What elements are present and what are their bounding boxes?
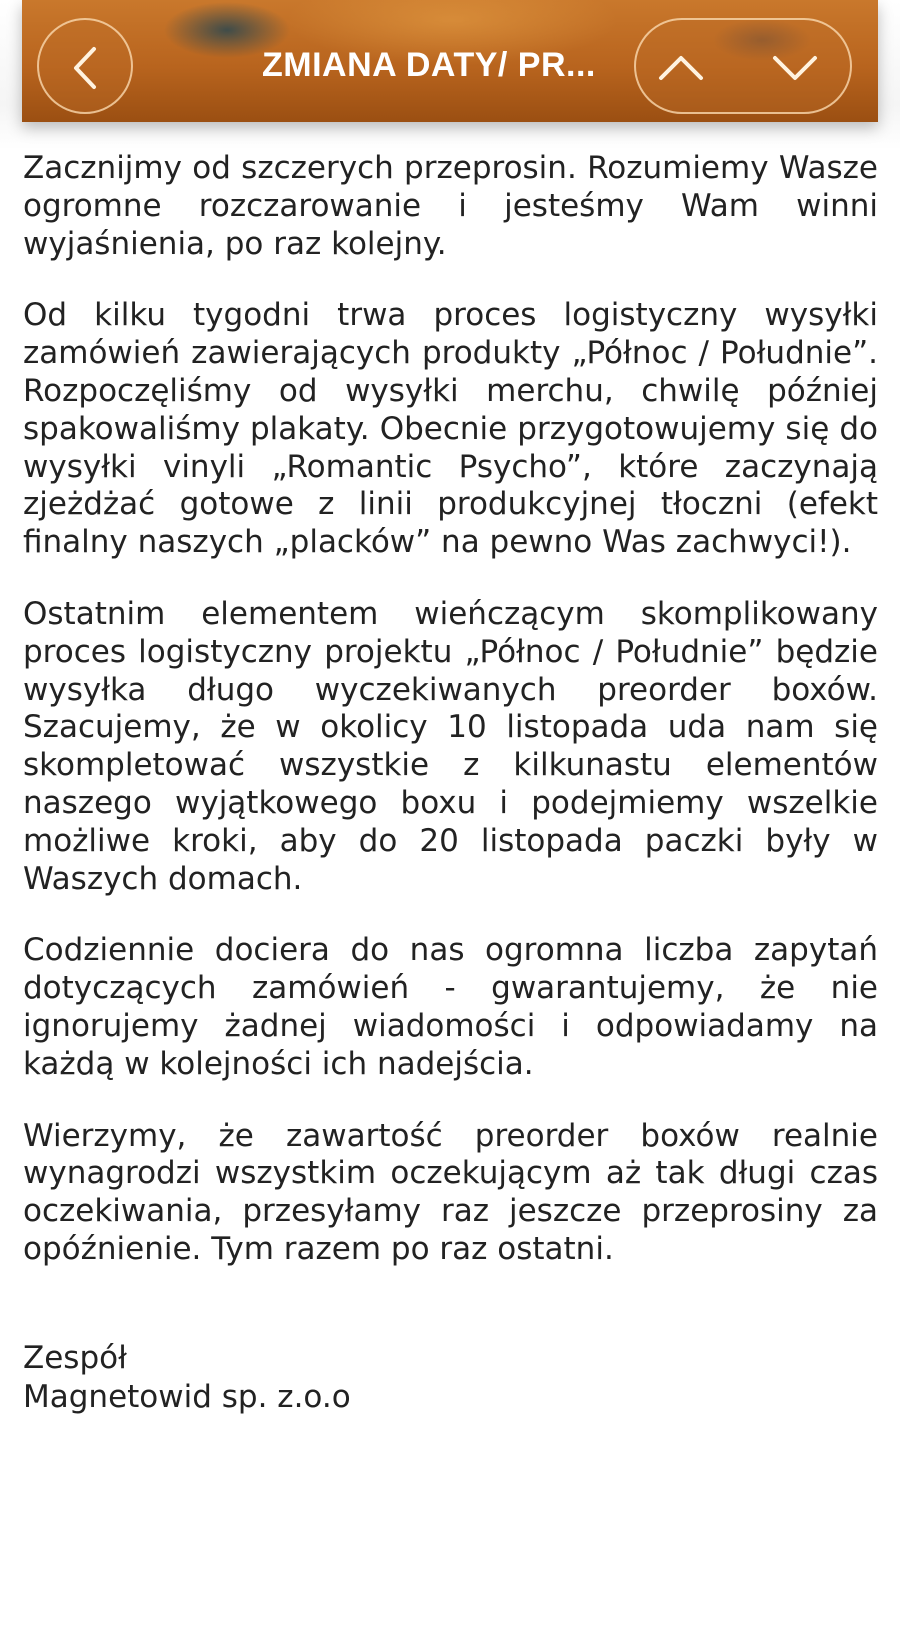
chevron-down-icon [770,42,820,92]
header-bar [0,0,900,150]
header-banner [22,0,878,122]
signature-team: Zespół [23,1339,127,1376]
paragraph-closing: Wierzymy, że zawartość preorder boxów realnie wynagrodzi wszystkim oczekującym aż tak długi czas oczekiwania, przesyłamy raz jeszcze przeprosiny za opóźnienie. Tym razem po raz ostatni. [23,1117,878,1267]
signature-company: Magnetowid sp. z.o.o [23,1378,351,1415]
previous-button[interactable] [656,42,706,92]
paragraph-inquiries: Codziennie dociera do nas ogromna liczba zapytań dotyczących zamówień - gwarantujemy, że nie ignorujemy żadnej wiadomości i odpowiadamy na każdą w kolejności ich nadejścia. [23,932,878,1082]
navigation-pill [634,18,852,114]
chevron-left-icon [66,43,106,93]
paragraph-apology: Zacznijmy od szczerych przeprosin. Rozumiemy Wasze ogromne rozczarowanie i jesteśmy Wam winni wyjaśnienia, po raz kolejny. [23,150,878,262]
next-button[interactable] [770,42,820,92]
signature [23,1339,878,1417]
article-body [23,150,878,1417]
paragraph-logistics: Od kilku tygodni trwa proces logistyczny wysyłki zamówień zawierających produkty „Północ / Południe”. Rozpoczęliśmy od wysyłki merchu, chwilę później spakowaliśmy plakaty. Obecnie przygotowujemy się do wysyłki vinyli „Romantic Psycho”, które zaczynają zjeżdżać gotowe z linii produkcyjnej tłoczni (efekt finalny naszych „placków” na pewno Was zachwyci!). [23,297,878,561]
back-button[interactable] [37,18,133,114]
paragraph-preorder-boxes: Ostatnim elementem wieńczącym skomplikowany proces logistyczny projektu „Północ / Południe” będzie wysyłka długo wyczekiwanych preorder boxów. Szacujemy, że w okolicy 10 listopada uda nam się skompletować wszystkie z kilkunastu elementów naszego wyjątkowego boxu i podejmiemy wszelkie możliwe kroki, aby do 20 listopada paczki były w Waszych domach. [23,595,878,897]
chevron-up-icon [656,42,706,92]
page-title: ZMIANA DATY/ PR... [262,46,596,84]
